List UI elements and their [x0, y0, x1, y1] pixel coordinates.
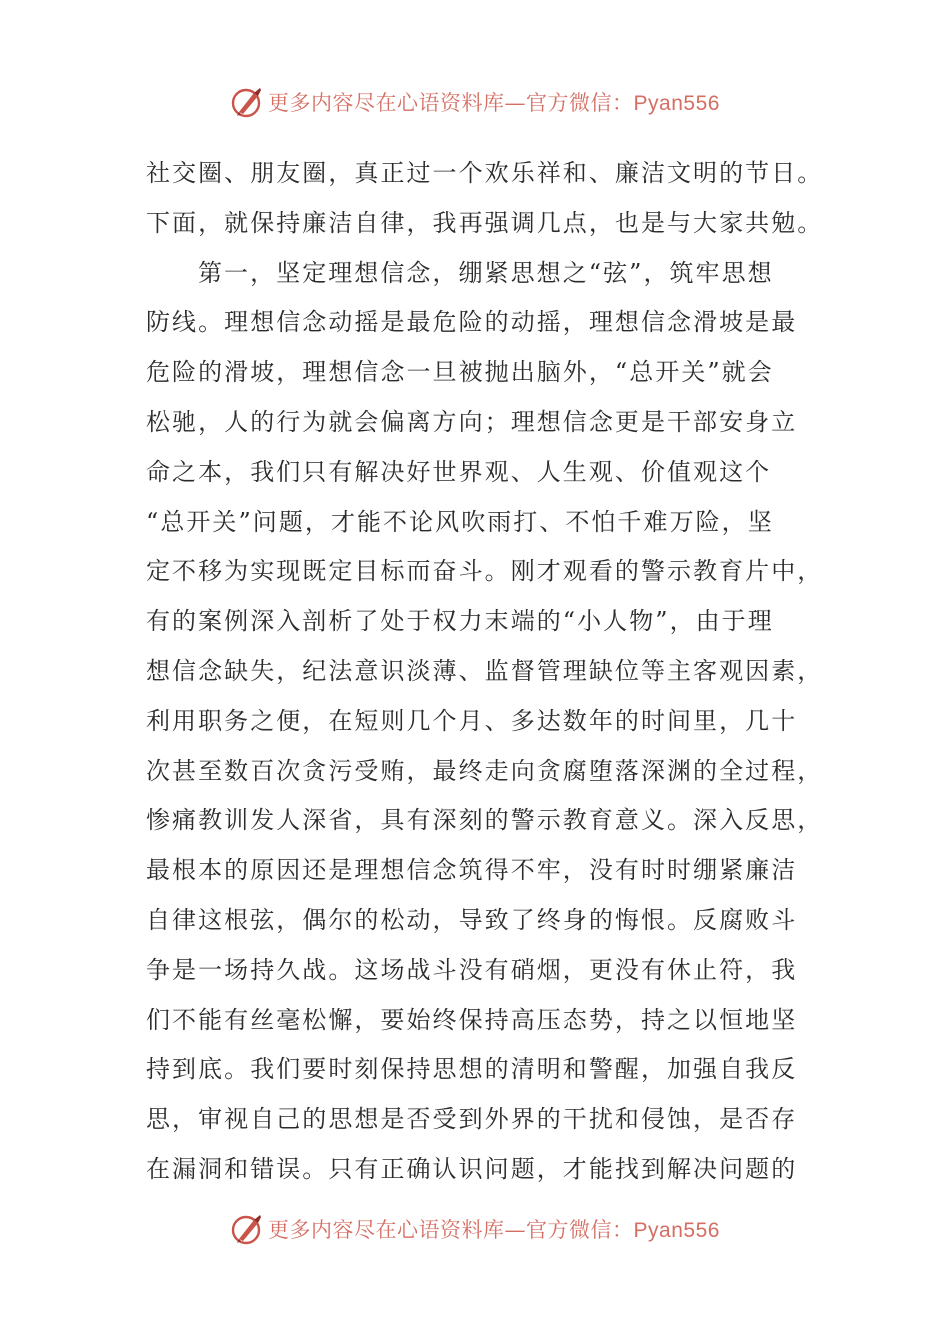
- text-line: 防线。理想信念动摇是最危险的动摇，理想信念滑坡是最: [146, 308, 798, 337]
- text-line: 思，审视自己的思想是否受到外界的干扰和侵蚀，是否存: [146, 1105, 798, 1134]
- text-line: 下面，就保持廉洁自律，我再强调几点，也是与大家共勉。: [146, 208, 824, 237]
- text-line: 危险的滑坡，理想信念一旦被抛出脑外，“总开关”就会: [146, 358, 774, 387]
- header-banner: [0, 82, 950, 122]
- text-line: 们不能有丝毫松懈，要始终保持高压态势，持之以恒地坚: [146, 1005, 798, 1034]
- footer-banner: [0, 1209, 950, 1249]
- text-line: 松驰，人的行为就会偏离方向；理想信念更是干部安身立: [146, 407, 798, 436]
- footer-banner-text: 更多内容尽在心语资料库—官方微信：Pyan556: [268, 1218, 720, 1242]
- text-line: 持到底。我们要时刻保持思想的清明和警醒，加强自我反: [146, 1055, 798, 1084]
- text-line: 想信念缺失，纪法意识淡薄、监督管理缺位等主客观因素，: [146, 656, 824, 685]
- body-text: [146, 149, 824, 1195]
- quill-pen-logo-icon: [230, 85, 264, 119]
- text-line: 最根本的原因还是理想信念筑得不牢，没有时时绷紧廉洁: [146, 856, 798, 885]
- text-line: 惨痛教训发人深省，具有深刻的警示教育意义。深入反思，: [146, 806, 824, 835]
- text-line: 次甚至数百次贪污受贿，最终走向贪腐堕落深渊的全过程，: [146, 756, 824, 785]
- footer-wechat-handle: Pyan556: [633, 1219, 720, 1242]
- text-line: 有的案例深入剖析了处于权力末端的“小人物”，由于理: [146, 607, 774, 636]
- text-line: 在漏洞和错误。只有正确认识问题，才能找到解决问题的: [146, 1154, 798, 1183]
- text-line: 定不移为实现既定目标而奋斗。刚才观看的警示教育片中，: [146, 557, 824, 586]
- header-banner-text: 更多内容尽在心语资料库—官方微信：Pyan556: [268, 91, 720, 115]
- text-line: 利用职务之便，在短则几个月、多达数年的时间里，几十: [146, 706, 798, 735]
- text-line: 争是一场持久战。这场战斗没有硝烟，更没有休止符，我: [146, 955, 798, 984]
- text-line: 命之本，我们只有解决好世界观、人生观、价值观这个: [146, 457, 772, 486]
- header-wechat-handle: Pyan556: [633, 92, 720, 115]
- quill-pen-logo-icon: [230, 1212, 264, 1246]
- paragraph-start-line: 第一，坚定理想信念，绷紧思想之“弦”，筑牢思想: [198, 258, 774, 287]
- text-line: 自律这根弦，偶尔的松动，导致了终身的悔恨。反腐败斗: [146, 905, 798, 934]
- text-line: 社交圈、朋友圈，真正过一个欢乐祥和、廉洁文明的节日。: [146, 159, 824, 187]
- text-line: “总开关”问题，才能不论风吹雨打、不怕千难万险，坚: [146, 507, 774, 536]
